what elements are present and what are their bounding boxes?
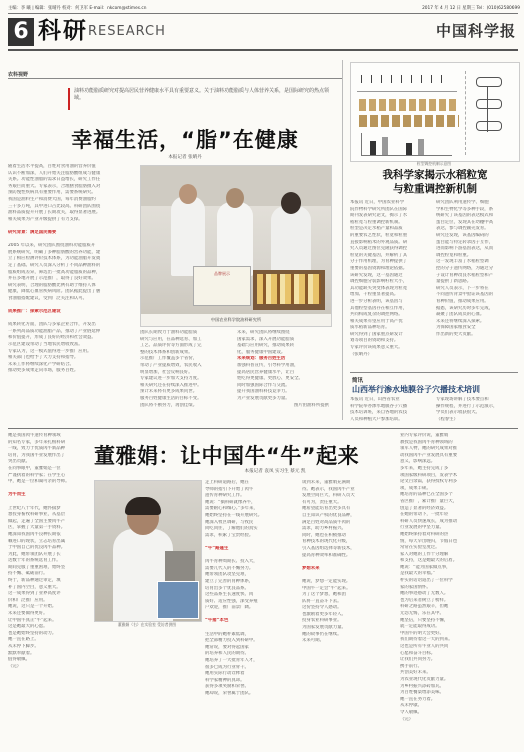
rice-grain-row-1 <box>359 99 459 111</box>
bottom-subhead-4: 梦想未来 <box>302 565 320 571</box>
paper-name-logo: 中国科学报 <box>436 22 517 40</box>
top-body-col-3: 未来，研究团队将继续围绕 国家需求，深入开展功能脂质 基础与应用研究，推动成果转 化，服务健康中国建设。 未来规划：服务百姓生活 加强科普宣传，引导科学用油， 提高居民营养健康水平，让百 姓吃得更健康、更放心、更安全。 同时加强国际合作与交流。 提升我国油料科技竞争力。 为产业发展贡献更多力量。 图片由油料所提供 <box>237 330 329 408</box>
column-tag-label: 农科视野 <box>8 72 29 78</box>
photo-caption-bar <box>141 314 331 326</box>
side-headline <box>352 168 518 196</box>
rice-figure <box>350 62 520 162</box>
masthead-info: 主编：李 曦 | 编辑：张晴丹 校对：何卫军 E-mail：nkcom@stimes.cn <box>8 6 147 11</box>
cattle-scientist-photo <box>94 480 202 622</box>
bar-1 <box>370 141 376 155</box>
person-2-figure <box>217 202 253 276</box>
column-tag-rule <box>8 78 343 79</box>
top-byline: 本报记者 张晴丹 <box>168 155 202 160</box>
model-node-2 <box>476 99 502 109</box>
brief-tag-label: 简讯 <box>352 378 364 384</box>
masthead-rule-2 <box>8 49 518 51</box>
scientist-hair <box>125 497 161 515</box>
bottom-body-col-1: 她是我国肉牛遗传育种领域 的知名专家，多年来扎根科研 一线，致力于优质肉牛新品种 培育，为我国牛业发展作出了 突出贡献。 在同事眼中，董雅娟是一位 严谨执着的科学家；在学生心 中，她是一位和蔼可亲的导师。 为牛而生 上世纪八十年代，她怀揣梦 想投身畜牧科研事业，从基层 做起，走遍了全国主要肉牛产 区，掌握了大量第一手资料。 她深知我国肉牛良种长期依 赖进口的现状，立志培育出属 于中国自己的优良肉牛品种。 为此，她带领团队开展了长 达数十年的系统选育工作。 期间克服了重重困难，始终坚 持不懈、砥砺前行。 终于，新品种通过审定，填 补了国内空白，意义重大。 这一成果得到了业界高度评 价和广泛推广应用。 她说，这只是一个开始。 未来还要做得更好。 让中国牛真正“牛”起来。 这是她最大的心愿。 也是她始终坚持的动力。 她一直在路上。 从未停下脚步。 默默奉献着。 值得敬佩。 （完） <box>8 433 88 745</box>
bar-3 <box>406 143 412 155</box>
person-1-figure <box>171 196 205 276</box>
story-blurb-box <box>68 88 336 110</box>
bottom-subhead-3: “牛猪”本色 <box>205 618 229 624</box>
section-title-en: RESEARCH <box>88 24 166 39</box>
column-tag <box>8 71 28 78</box>
bottom-body-col-3: 谈到未来，董雅娟充满期 待。她表示，我国肉牛产业 发展空间巨大，科研人员大 有可为，责任重大。 她希望能培育出更多具有 自主知识产权的优良品种， 满足百姓对高品质牛肉的 需求，助力乡村振兴。 同时，她也在积极推动 育种技术的现代化升级， 引入基因组选择等新技术， 提高育种效率和准确性。 梦想未来 她说，梦想一定能实现。 中国牛一定会“牛”起来。 为了这个梦想，她和团 队将一直奋斗下去。 这份坚持令人感动。 也激励着更多年轻人。 投身农业科研事业。 为国家发展贡献力量。 她的故事仍在继续。 未来可期。 <box>302 480 394 745</box>
model-arrow <box>487 86 488 132</box>
subhead-1: 研究背景：满足国民需要 <box>8 229 57 235</box>
model-diagram <box>465 71 514 155</box>
top-caption-bottom: 图片由油料所提供 <box>293 402 329 408</box>
bottom-photo-caption: 董雅娟（右）在实验室 受访者供图 <box>117 622 177 627</box>
bottom-body-col-4: 业内专家评价说，董雅娟 教授是我国肉牛育种领域的 领军人物，她的研究成果对推 动我国肉牛产业发展具有重要 意义，影响深远。 多年来，她主持完成了多 项国家级科研项目，发表学术 论文百余篇，获得授权专利多 项，成果丰硕。 她培育的品种已在全国多个 省区推广，累计推广量巨大， 创造了显著的经济效益。 在她的带动下，一批年轻 科研人员快速成长，成为推动 行业发展的中坚力量。 她始终保持着对科研的热 情，每天早出晚归，节假日也 常常在实验室度过。 家人对她的工作十分理解 和支持，这是她最大的后盾。 她说：“能为国家做点事， 是我最大的幸福。” 朴实的话语道出了一位科学 家的家国情怀。 她的事迹感动了无数人。 也为后来者树立了榜样。 科研之路虽然艰辛，但她 无怨无悔，乐在其中。 她坚信，只要坚持不懈， 就一定能取得成功。 中国牛的明天会更好。 我们期待着这一天的到来。 这也是所有牛业人的共同 心愿和奋斗目标。 让我们共同努力。 携手前行。 共创美好未来。 为农业现代化贡献力量。 为乡村振兴添砖加瓦。 为百姓餐桌增添美味。 她一直在努力着。 从未停歇。 令人敬佩。 （完） <box>400 433 458 722</box>
page-divider <box>8 428 518 429</box>
product-bottles <box>257 274 321 304</box>
bar-2 <box>382 137 388 155</box>
photo-inset-blue <box>157 581 199 619</box>
section-title-cn: 科研 <box>38 18 88 44</box>
side-figure-caption: 粒型调控机制示意图 <box>416 161 452 166</box>
masthead-date: 2017 年 4 月 12 日 星期三 Tel：(010)62580699 <box>422 6 520 11</box>
rice-grain-row-2 <box>359 115 459 127</box>
bottom-byline: 本报记者 袁凤 实习生 蔡元 凯 <box>244 469 306 474</box>
side-headline-line-2: 与粒重调控新机制 <box>393 183 477 195</box>
figure-markers <box>361 75 451 83</box>
story-blurb: 油料功能脂质研究对提高居民营养健康水平具有重要意义。关于油料功能脂质与人体营养关系，是国际研究的热点领域。 <box>74 88 330 101</box>
bar-4 <box>418 139 424 155</box>
model-node-1 <box>476 77 502 87</box>
top-body-col-1: 随着生活水平提高，百姓对食用油的营养价值 认识不断加深，人们开始关注脂肪酸组成与健康 关系。功能性油脂的需求日益增长，研究工作任 务艰巨而重大。专家表示，合理膳食脂肪摄入对 预防慢性疾病具有重要作用，需要系统研究。 我国是油料生产和消费大国，每年消费油脂约 三千多万吨，其中进口占比较高。科研团队围绕 油料品质提升开展了长期攻关，取得显著进展。 相关成果为产业升级提供了有力支撑。 研究背景：满足国民需要 2005 年以来，研究团队围绕油料功能脂质开 展系统研究，明确了多种脂肪酸的营养功能，建 立了相应检测评价技术体系，为功能油脂开发奠 定了基础。研究人员深入分析了不同品种油料的 脂质组成差异，筛选出一批高功能脂质的品种， 并在多地开展了示范推广，取得了良好效果。 研究表明，合理的脂肪酸比例有助于维持人体 健康，降低心血管疾病风险。团队据此提出了膳 食油脂搭配建议，受到广泛关注和认可。 成果推广：探索示范区建设 成果转化方面，团队与多家企业合作，开发出 一系列高品质功能油脂产品，推动了产业链延伸 和价值提升，形成了良好的经济和社会效益。 示范区建设带动了当地农民增收致富。 专家认为，这一模式值得进一步推广应用。 相关部门也给予了大力支持和指导。 未来工作将继续深化产学研结合。 推动更多成果走向市场，服务百姓。 <box>8 164 133 420</box>
photo-caption: 中国农业科学院油料研究所 <box>210 317 262 322</box>
bottom-subhead-1: 为牛而生 <box>8 492 26 498</box>
brief-body-col-2: 专家现场讲解了技术要点和 操作规程，并进行了示范演示， 学员们表示收获很大。 （程春生） <box>436 397 498 422</box>
top-body-col-2: 团队长期致力于油料功能脂质 研究与应用，在品种选育、加工 工艺、品质评价等方面形成了完 整的技术体系和创新成果。 示范推广工作覆盖多个省份， 带动了产业提质增效，农民收入 明显增加，社会反响良好。 专家建议进一步加大支持力度。 相关研究还在持续深入推进中。 预计未来将有更多成果问世。 服务百姓健康生活的目标不变。 团队将不断努力，再创佳绩。 <box>140 330 202 408</box>
side-body-col-2: 研究团队利用遗传学、细胞 学和生物化学等多种手段，系 统研究了该基因的表达模式和 蛋白定位，发现其在幼穗中高 表达，参与调控颖壳发育。 研究还发现，该基因编码的 蛋白能与特定转录因子互作， 进而影响下游基因表达，从而 调控粒宽和粒重。 这一发现丰富了水稻粒型调 控的分子遗传网络，为通过分 子设计育种改良水稻粒型和产 量提供了新思路。 研究人员表示，下一步将在 不同遗传背景中验证该基因的 育种价值，推动成果应用。 据悉，该研究历时多年完成， 凝聚了团队成员的心血。 未来还将继续深入探索。 为保障国家粮食安全 作出新的更大贡献。 <box>436 200 494 337</box>
bottom-body-col-2: 走上科研道路后，她在 导师的指引下开始了肉牛 遗传育种研究工作。 她说：“搞科研就像养牛， 需要耐心和细心。”多年来， 她始终坚持在一线开展研究。 她深入牧区调研，与牧民 同吃同住，了解他们的真实 需求，积累了宝贵经验。 “牛”路逢生 肉牛育种周期长、投入大， 需要几代人的不懈努力。 她带领团队攻坚克难， 建立了完善的育种体系， 培育出多个优良品系。 这些品系生长速度快、肉 质好、适应性强，深受养殖 户欢迎，推广前景广阔。 “牛猪”本色 生活中的她朴素低调， 把全部精力投入到科研中。 她常说，要对得起国家 的培养和人民的期待。 她培养了一大批青年人才， 很多已成为行业骨干。 她用实际行动诠释着 科学家精神的真谛。 获得多项奖励和荣誉。 她却说，荣誉属于团队。 <box>205 480 297 745</box>
person-2-head <box>226 188 244 208</box>
section-number: 6 <box>13 19 29 44</box>
side-headline-line-1: 我科学家揭示水稻粒宽 <box>382 169 488 181</box>
subhead-3: 未来规划：服务百姓生活 <box>237 356 286 362</box>
model-node-3 <box>476 121 502 131</box>
column-divider <box>342 60 343 420</box>
brief-rule <box>350 372 518 373</box>
side-body-col-1: 本报讯 近日，中国农业科学 院作物科学研究所团队在国际 期刊发表研究论文，揭示了水 稻粒宽与粒重调控新机制。 粒型是决定水稻产量和品质 的重要农艺性状，粒宽和粒重 直接影响稻米的外观品质。研 究人员通过图位克隆获得调控 粒宽的关键基因，并解析了其 分子作用机理，为育种提供了 重要的基因资源和理论依据。 该研究发现，这一基因通过 调控细胞分裂影响籽粒大小， 其功能缺失突变体表现为粒宽 增加、千粒重显著提高。 进一步分析表明，该基因与 其他粒型基因存在相互作用， 共同构成复杂的调控网络。 相关成果有望应用于高产优 质水稻新品种培育。 研究得到了国家重点研发计 划等项目的资助和支持。 专家评价该成果意义重大。 （张晴丹） <box>350 200 408 357</box>
lab-photo <box>140 165 332 327</box>
section-number-box <box>8 18 34 46</box>
subhead-2: 成果推广：探索示范区建设 <box>8 309 61 315</box>
brief-body-col-1: 本报讯 近日，山西省农业 科学院举办渗水地膜谷子穴播 技术培训班，来自各地的农技 人员和种植大户参加培训。 <box>350 397 408 422</box>
brief-headline: 山西举行渗水地膜谷子穴播技术培训 <box>352 385 480 394</box>
top-headline: 幸福生活，“脂”在健康 <box>71 128 299 152</box>
bottom-subhead-2: “牛”路逢生 <box>205 545 229 551</box>
bar-chart-panel <box>361 133 452 156</box>
brief-tag <box>352 376 363 384</box>
person-1-head <box>179 184 197 204</box>
display-board <box>193 266 251 306</box>
board-text: 品牌展示 <box>214 271 230 276</box>
masthead-rule <box>8 13 518 14</box>
bottom-headline: 董雅娟：让中国牛“牛”起来 <box>94 444 360 468</box>
person-3-head <box>281 192 301 214</box>
